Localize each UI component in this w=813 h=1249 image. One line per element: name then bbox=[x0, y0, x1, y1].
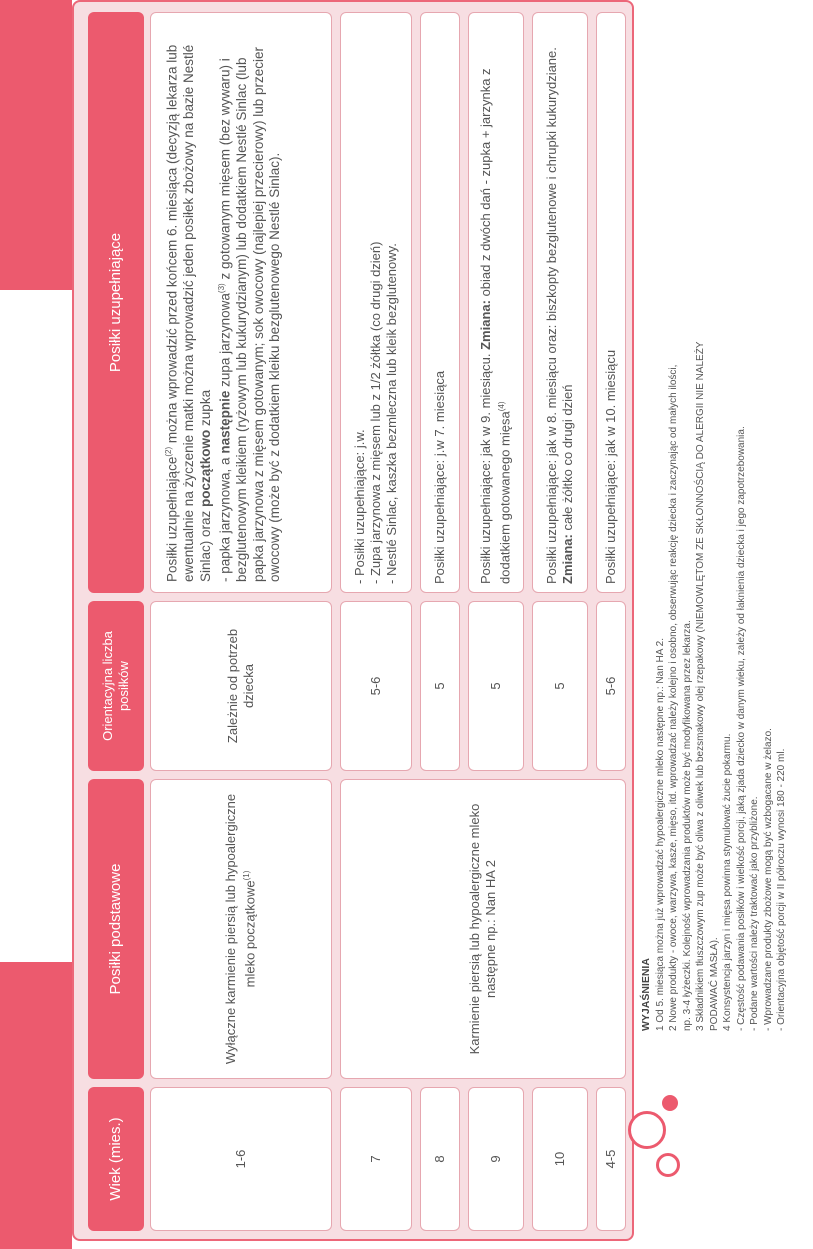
sup-text: Posiłki uzupełniające bbox=[164, 456, 180, 582]
meal-count-cell: Zależnie od potrzeb dziecka bbox=[150, 601, 332, 771]
header-meal-count: Orientacyjna liczba posiłków bbox=[88, 601, 144, 771]
sup-text: zupka bbox=[197, 389, 213, 430]
sup-bold: Zmiana: bbox=[478, 300, 494, 350]
sup-line: - Nestlé Sinlac, kaszka bezmleczna lub kleik bezglutenowy. bbox=[384, 243, 399, 584]
sup-line: - Posiłki uzupełniające: j.w. bbox=[352, 429, 367, 584]
supplementary-cell bbox=[340, 12, 412, 593]
meal-count-cell: 5 bbox=[468, 601, 524, 771]
sup-text: Posiłki uzupełniające: jak w 8. miesiącu oraz: biszkopty bezglutenowe i chrupki kukurydziane. bbox=[544, 47, 559, 584]
note-line: 4 Konsystencja jarzyn i mięsa powinna stymulować żucie pokarmu. bbox=[722, 733, 733, 1031]
sup-bold: początkowo bbox=[197, 429, 213, 507]
sup-text: obiad z dwóch dań - zupka + jarzynka z dodatkiem gotowanego mięsa bbox=[478, 68, 513, 584]
age-cell: 9 bbox=[468, 1087, 524, 1231]
footnote-ref: (1) bbox=[242, 870, 252, 881]
decorative-circle bbox=[656, 1153, 680, 1177]
decorative-dot bbox=[662, 1095, 678, 1111]
age-cell: 10 bbox=[532, 1087, 588, 1231]
age-cell: 7 bbox=[340, 1087, 412, 1231]
note-line: 3 Składnikiem tłuszczowym zup może być oliwa z oliwek lub bezsmakowy olej rzepakowy (NIEMOWLĘTOM ZE SKŁONNOŚCIĄ DO ALERGII NIE NALEŻY PODAWAĆ MASŁA). bbox=[695, 341, 720, 1031]
table-panel bbox=[72, 0, 634, 1241]
meal-count-cell: 5-6 bbox=[340, 601, 412, 771]
sup-text: całe żółtko co drugi dzień bbox=[560, 384, 575, 535]
decorative-circle bbox=[628, 1111, 666, 1149]
supplementary-cell bbox=[532, 12, 588, 593]
basic-meal-cell bbox=[150, 779, 332, 1079]
note-line: np. 3-4 łyżeczki. Kolejność wprowadzania produktów może być modyfikowana przez lekarza. bbox=[681, 620, 693, 1031]
footnote-ref: (3) bbox=[217, 283, 226, 294]
header-age: Wiek (mies.) bbox=[88, 1087, 144, 1231]
supplementary-cell: Posiłki uzupełniające: j.w 7. miesiąca bbox=[420, 12, 460, 593]
basic-meal-cell: Karmienie piersią lub hypoalergiczne mleko następne np.: Nan HA 2 bbox=[340, 779, 626, 1079]
sup-bold: Zmiana: bbox=[560, 534, 575, 584]
supplementary-cell bbox=[468, 12, 524, 593]
note-line: - Podane wartości należy traktować jako przybliżone. bbox=[749, 796, 760, 1031]
footnote-ref: (4) bbox=[497, 401, 507, 412]
sup-text: - papka jarzynowa, a bbox=[217, 453, 233, 582]
meal-count-cell: 5 bbox=[532, 601, 588, 771]
sup-line: - Zupa jarzynowa z mięsem lub z 1/2 żółtka (co drugi dzień) bbox=[368, 241, 383, 584]
basic-meal-text: Wyłączne karmienie piersią lub hypoalergiczne mleko początkowe bbox=[223, 793, 258, 1065]
age-cell: 8 bbox=[420, 1087, 460, 1231]
age-cell: 4-5 bbox=[596, 1087, 626, 1231]
note-line: - Wprowadzane produkty zbożowe mogą być wzbogacane w żelazo. bbox=[762, 728, 774, 1031]
age-cell: 1-6 bbox=[150, 1087, 332, 1231]
header-supplementary: Posiłki uzupełniające bbox=[88, 12, 144, 593]
supplementary-cell: Posiłki uzupełniające: jak w 10. miesiącu bbox=[596, 12, 626, 593]
sup-bold: następnie bbox=[217, 390, 233, 454]
footnote-ref: (2) bbox=[164, 446, 173, 457]
header-basic-meals: Posiłki podstawowe bbox=[88, 779, 144, 1079]
note-line: - Orientacyjna objętość porcji w II półroczu wynosi 180 - 220 ml. bbox=[776, 748, 787, 1031]
note-line: 1 Od 5. miesiąca można już wprowadzać hypoalergiczne mleko następne np.: Nan HA 2. bbox=[654, 638, 666, 1031]
note-line: 2 Nowe produkty - owoce, warzywa, kasze, mięso, itd. wprowadzać należy kolejno i osobno, obserwując reakcję dziecka i zaczynając od małych ilości, bbox=[668, 364, 679, 1031]
sup-text: można wprowadzić przed końcem 6. miesiąca (decyzją lekarza lub ewentualnie na życzenie matki można wprowadzić jeden posiłek zbożowy na bazie Nestlé Sinlac) oraz bbox=[164, 44, 213, 582]
explanations-title: WYJAŚNIENIA bbox=[640, 958, 652, 1031]
sup-text: z gotowanym mięsem (bez wywaru) i bezglutenowym kleikiem (ryżowym lub kukurydzianym) lub dodatkiem Nestlé Sinlac (lub papka jarzynowa z mięsem gotowanym; sok owocowy (najlepiej przecierowy) lub przecier owocowy (może być z dodatkiem kleiku bezglutenowego Nestlé Sinlac). bbox=[217, 47, 282, 582]
supplementary-cell bbox=[150, 12, 332, 593]
explanations bbox=[640, 311, 789, 1031]
meal-count-cell: 5-6 bbox=[596, 601, 626, 771]
sup-text: Posiłki uzupełniające: jak w 9. miesiącu. bbox=[478, 349, 494, 584]
meal-count-cell: 5 bbox=[420, 601, 460, 771]
note-line: - Częstość podawania posiłków i wielkość porcji, jaką zjada dziecko w danym wieku, zależy od łaknienia dziecka i jego zapotrzebowania. bbox=[735, 426, 747, 1031]
sup-text: zupa jarzynowa bbox=[217, 293, 233, 391]
